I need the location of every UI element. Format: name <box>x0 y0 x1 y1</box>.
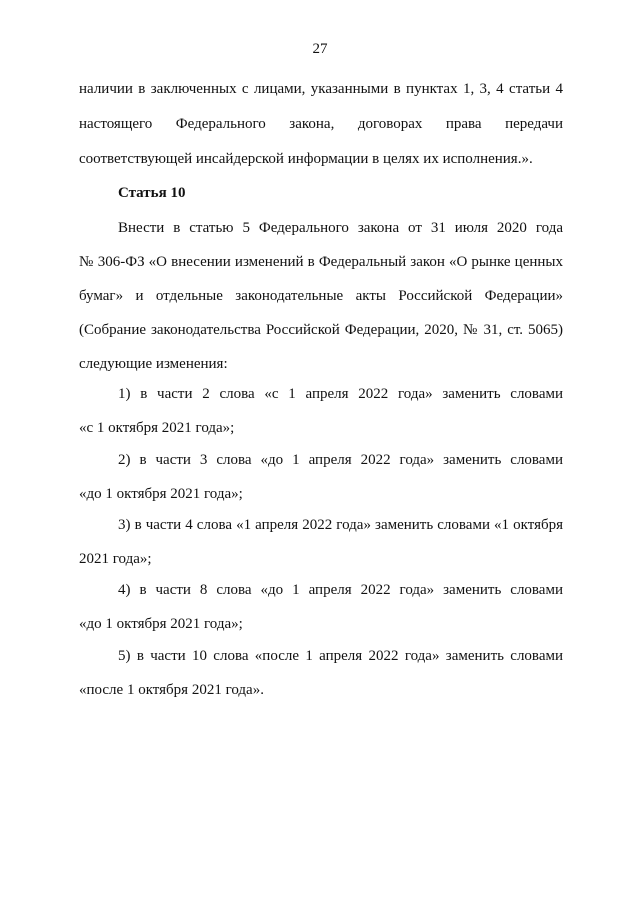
item-3-line-1: 3) в части 4 слова «1 апреля 2022 года» заменить словами «1 октября <box>118 517 563 533</box>
item-2-line-1: 2) в части 3 слова «до 1 апреля 2022 года» заменить словами <box>118 452 563 468</box>
intro-line-5: следующие изменения: <box>79 356 228 372</box>
article-heading: Статья 10 <box>118 185 186 201</box>
item-1-line-2: «с 1 октября 2021 года»; <box>79 420 235 436</box>
intro-line-1: Внести в статью 5 Федерального закона от 31 июля 2020 года <box>118 220 563 236</box>
item-1-line-1: 1) в части 2 слова «с 1 апреля 2022 года» заменить словами <box>118 386 563 402</box>
item-4-line-1: 4) в части 8 слова «до 1 апреля 2022 года» заменить словами <box>118 582 563 598</box>
item-3-line-2: 2021 года»; <box>79 551 152 567</box>
continuation-line-2: настоящего Федерального закона, договорах права передачи <box>79 116 563 132</box>
item-5-line-1: 5) в части 10 слова «после 1 апреля 2022 года» заменить словами <box>118 648 563 664</box>
item-2-line-2: «до 1 октября 2021 года»; <box>79 486 243 502</box>
item-5-line-2: «после 1 октября 2021 года». <box>79 682 264 698</box>
intro-line-3: бумаг» и отдельные законодательные акты Российской Федерации» <box>79 288 563 304</box>
page-number: 27 <box>312 41 328 57</box>
continuation-line-3: соответствующей инсайдерской информации в целях их исполнения.». <box>79 151 533 167</box>
item-4-line-2: «до 1 октября 2021 года»; <box>79 616 243 632</box>
intro-line-4: (Собрание законодательства Российской Федерации, 2020, № 31, ст. 5065) <box>79 322 563 338</box>
intro-line-2: № 306-ФЗ «О внесении изменений в Федеральный закон «О рынке ценных <box>79 254 563 270</box>
continuation-line-1: наличии в заключенных с лицами, указанными в пунктах 1, 3, 4 статьи 4 <box>79 81 563 97</box>
